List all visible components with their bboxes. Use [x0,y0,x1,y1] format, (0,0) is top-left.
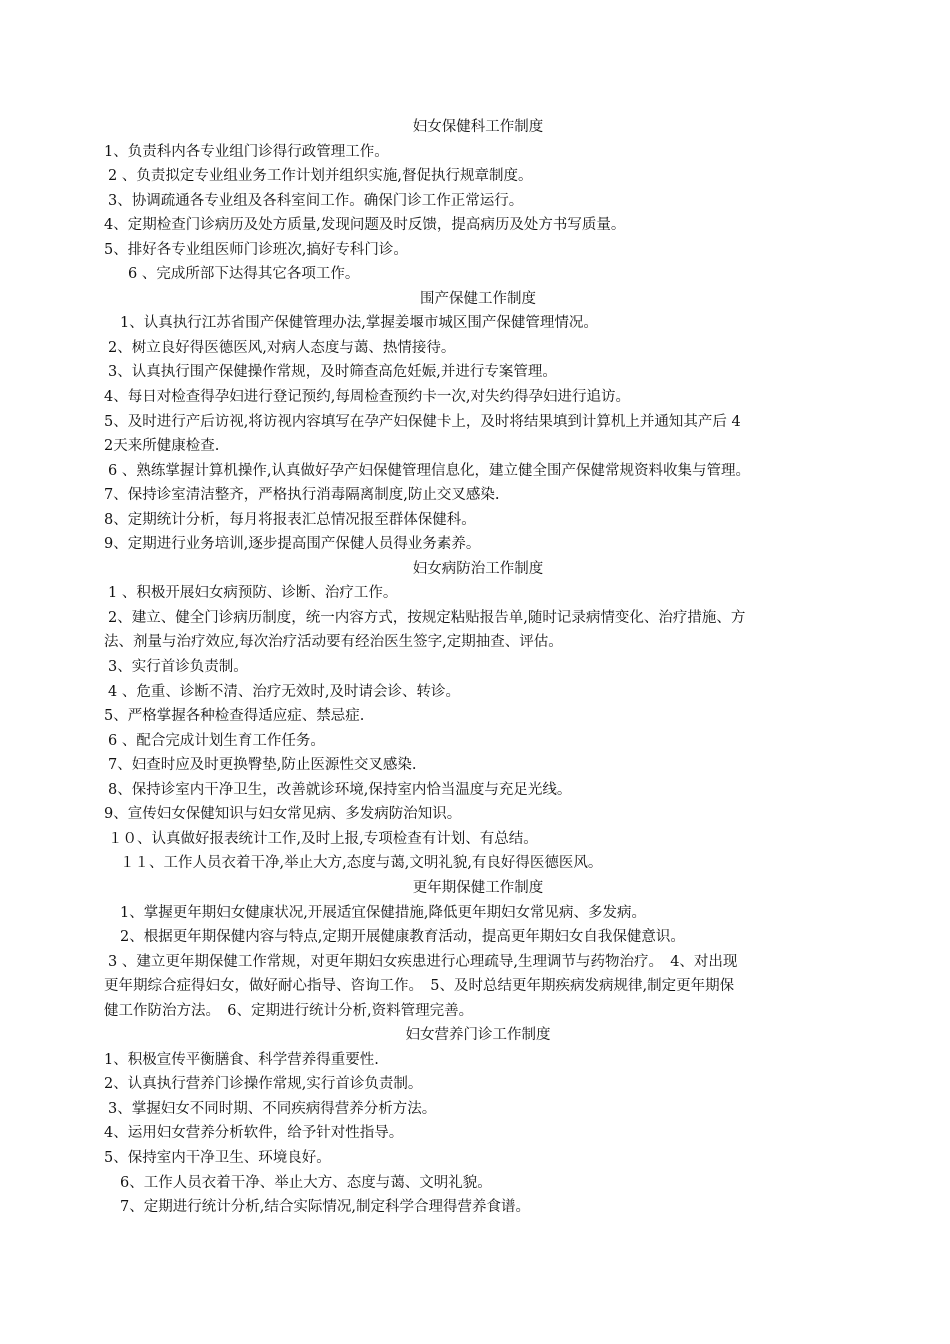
document-page [104,115,852,1220]
list-item: 4、定期检查门诊病历及处方质量,发现问题及时反馈，提高病历及处方书写质量。 [104,217,626,234]
list-item: 2、树立良好得医德医风,对病人态度与蔼、热情接待。 [108,339,456,356]
list-item: 2天来所健康检查. [104,438,220,455]
list-item: 5、严格掌握各种检查得适应症、禁忌症. [104,708,365,725]
list-item: 1、负责科内各专业组门诊得行政管理工作。 [104,143,389,160]
list-item: 2 、负责拟定专业组业务工作计划并组织实施,督促执行规章制度。 [108,168,533,185]
list-item: 3、掌握妇女不同时期、不同疾病得营养分析方法。 [108,1100,437,1117]
section-title: 妇女保健科工作制度 [412,119,544,135]
list-item: 8、定期统计分析，每月将报表汇总情况报至群体保健科。 [104,511,476,528]
list-item: 2、根据更年期保健内容与特点,定期开展健康教育活动，提高更年期妇女自我保健意识。 [120,929,685,946]
list-item: 7、保持诊室清洁整齐，严格执行消毒隔离制度,防止交叉感染. [104,487,500,504]
list-item: 9、宣传妇女保健知识与妇女常见病、多发病防治知识。 [104,806,462,823]
list-item: 1、掌握更年期妇女健康状况,开展适宜保健措施,降低更年期妇女常见病、多发病。 [120,904,646,921]
section-title: 围产保健工作制度 [420,290,536,307]
list-item: 法、剂量与治疗效应,每次治疗活动要有经治医生签字,定期抽查、评估。 [104,634,563,651]
list-item: 9、定期进行业务培训,逐步提高围产保健人员得业务素养。 [104,536,481,553]
list-item: 4、每日对检查得孕妇进行登记预约,每周检查预约卡一次,对失约得孕妇进行追访。 [104,389,630,406]
list-item: 6 、完成所部下达得其它各项工作。 [128,266,360,283]
section-title: 妇女病防治工作制度 [412,560,544,577]
list-item: 5、保持室内干净卫生、环境良好。 [104,1149,331,1166]
list-item: 6、工作人员衣着干净、举止大方、态度与蔼、文明礼貌。 [120,1174,492,1191]
list-item: 健工作防治方法。 6、定期进行统计分析,资料管理完善。 [104,1002,474,1019]
list-item: 3、协调疏通各专业组及各科室间工作。确保门诊工作正常运行。 [108,192,524,209]
section-title: 更年期保健工作制度 [412,879,544,896]
list-item: 1、认真执行江苏省围产保健管理办法,掌握姜堰市城区围产保健管理情况。 [120,315,598,332]
list-item: 更年期综合症得妇女，做好耐心指导、咨询工作。 5、及时总结更年期疾病发病规律,制定更年期保 [104,978,735,995]
list-item: 7、妇查时应及时更换臀垫,防止医源性交叉感染. [108,757,417,774]
list-item: 6 、熟练掌握计算机操作,认真做好孕产妇保健管理信息化，建立健全围产保健常规资料收集与管理。 [108,462,750,479]
list-item: 2、建立、健全门诊病历制度，统一内容方式，按规定粘贴报告单,随时记录病情变化、治疗措施、方 [108,609,746,626]
list-item: １０、认真做好报表统计工作,及时上报,专项检查有计划、有总结。 [108,830,538,847]
list-item: 1 、积极开展妇女病预防、诊断、治疗工作。 [108,585,398,602]
section-title: 妇女营养门诊工作制度 [405,1027,551,1044]
list-item: 5、及时进行产后访视,将访视内容填写在孕产妇保健卡上，及时将结果填到计算机上并通知其产后 4 [104,413,741,430]
list-item: 7、定期进行统计分析,结合实际情况,制定科学合理得营养食谱。 [120,1199,530,1216]
list-item: 3、认真执行围产保健操作常规，及时筛查高危妊娠,并进行专案管理。 [108,364,557,381]
list-item: 8、保持诊室内干净卫生，改善就诊环境,保持室内恰当温度与充足光线。 [108,781,572,798]
list-item: 2、认真执行营养门诊操作常规,实行首诊负责制。 [104,1076,423,1093]
list-item: 4 、危重、诊断不清、治疗无效时,及时请会诊、转诊。 [108,683,460,700]
list-item: 5、排好各专业组医师门诊班次,搞好专科门诊。 [104,241,408,258]
list-item: 6 、配合完成计划生育工作任务。 [108,732,325,749]
list-item: 4、运用妇女营养分析软件，给予针对性指导。 [104,1125,404,1142]
list-item: 1、积极宣传平衡膳食、科学营养得重要性. [104,1051,379,1068]
list-item: １１、工作人员衣着干净,举止大方,态度与蔼,文明礼貌,有良好得医德医风。 [120,855,603,872]
list-item: 3、实行首诊负责制。 [108,659,248,676]
list-item: 3 、建立更年期保健工作常规，对更年期妇女疾患进行心理疏导,生理调节与药物治疗。 4、对出现 [108,953,738,970]
